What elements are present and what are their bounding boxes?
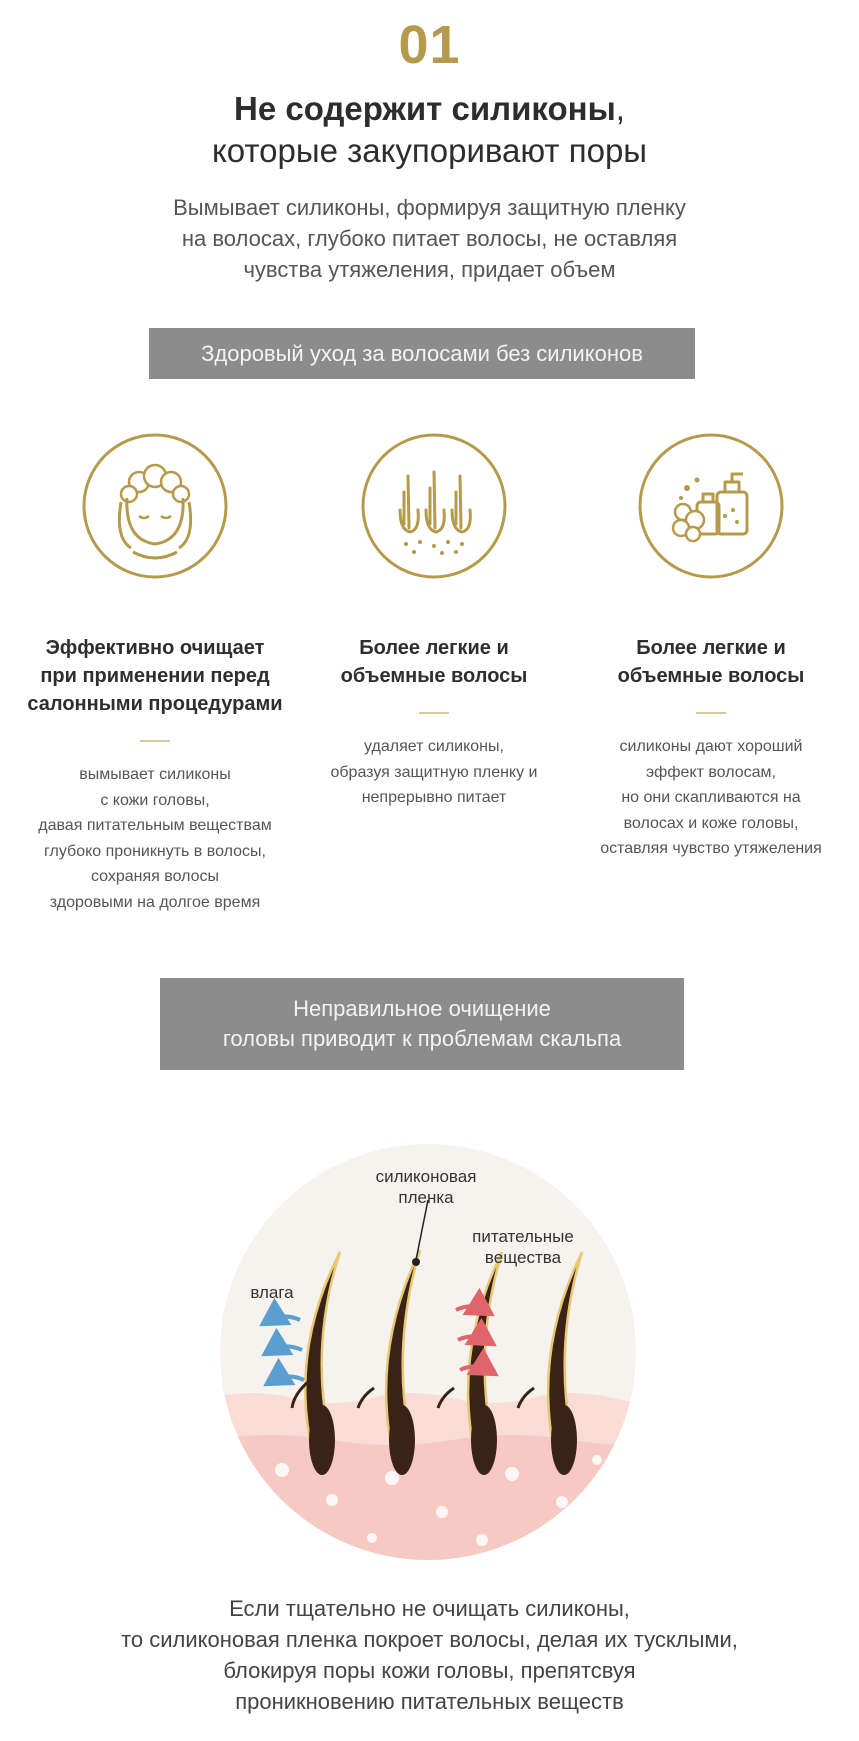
- intro-line: чувства утяжеления, придает объем: [243, 257, 616, 282]
- feature-title: [289, 634, 579, 690]
- feature-desc-line: но они скапливаются на: [621, 789, 801, 806]
- feature-desc-line: волосах и коже головы,: [623, 814, 799, 832]
- feature-divider: [696, 712, 726, 714]
- feature-title-line: Эффективно очищает: [45, 637, 265, 659]
- feature-desc: [10, 762, 300, 915]
- feature-desc-line: силиконы дают хороший: [619, 738, 803, 755]
- feature-desc-line: непрерывно питает: [361, 789, 507, 806]
- section-number: 01: [398, 15, 461, 75]
- label-line: пленка: [398, 1188, 454, 1207]
- headline: [0, 88, 859, 172]
- hair-scalp-diagram: [212, 1140, 644, 1565]
- feature-divider: [419, 712, 449, 714]
- feature-light-hair: [289, 432, 579, 811]
- intro-line: на волосах, глубоко питает волосы, не оставляя: [181, 226, 678, 251]
- face-foam-icon: [81, 432, 229, 580]
- feature-desc-line: сохраняя волосы: [90, 868, 220, 885]
- feature-title-line: салонными процедурами: [27, 693, 283, 715]
- feature-title-line: Более легкие и: [359, 637, 509, 659]
- headline-bold: Не содержит силиконы: [234, 90, 616, 127]
- label-line: силиконовая: [375, 1167, 477, 1186]
- bottles-foam-icon: [637, 432, 785, 580]
- outro-line: то силиконовая пленка покроет волосы, делая их тусклыми,: [121, 1627, 738, 1652]
- label-silicone-film: [356, 1166, 496, 1208]
- feature-desc-line: удаляет силиконы,: [364, 738, 504, 755]
- outro-line: проникновению питательных веществ: [235, 1689, 624, 1714]
- feature-desc-line: глубоко проникнуть в волосы,: [44, 842, 266, 860]
- label-line: питательные: [472, 1227, 574, 1246]
- headline-comma: ,: [615, 90, 625, 127]
- banner-line: головы приводит к проблемам скальпа: [222, 1026, 622, 1051]
- feature-desc-line: вымывает силиконы: [79, 766, 231, 783]
- feature-desc-line: с кожи головы,: [100, 791, 210, 809]
- feature-title: [566, 634, 856, 690]
- outro-line: Если тщательно не очищать силиконы,: [229, 1596, 630, 1621]
- banner-improper-cleansing: [160, 978, 684, 1070]
- feature-desc-line: оставляя чувство утяжеления: [600, 840, 822, 857]
- label-moisture: влага: [250, 1283, 294, 1302]
- outro-text: [0, 1593, 859, 1717]
- feature-cleanse: [10, 432, 300, 915]
- feature-desc: [566, 734, 856, 862]
- feature-desc-line: здоровыми на долгое время: [49, 893, 261, 911]
- outro-line: блокируя поры кожи головы, препятсвуя: [223, 1658, 636, 1683]
- label-line: вещества: [484, 1248, 562, 1267]
- feature-desc-line: эффект волосам,: [646, 763, 776, 781]
- feature-title: [10, 634, 300, 718]
- feature-silicone-effect: [566, 432, 856, 862]
- feature-title-line: объемные волосы: [617, 665, 805, 687]
- label-nutrients: [448, 1226, 598, 1268]
- feature-desc-line: давая питательным веществам: [38, 817, 272, 834]
- feature-desc-line: образуя защитную пленку и: [330, 763, 538, 781]
- feature-title-line: при применении перед: [40, 665, 270, 687]
- headline-line2: которые закупоривают поры: [211, 132, 648, 169]
- intro-text: [0, 192, 859, 285]
- hair-follicles-icon: [360, 432, 508, 580]
- feature-title-line: Более легкие и: [636, 637, 786, 659]
- feature-divider: [140, 740, 170, 742]
- banner-healthy-care: Здоровый уход за волосами без силиконов: [149, 328, 695, 379]
- intro-line: Вымывает силиконы, формируя защитную пленку: [173, 195, 686, 220]
- feature-desc: [289, 734, 579, 811]
- feature-title-line: объемные волосы: [340, 665, 528, 687]
- banner-line: Неправильное очищение: [293, 996, 551, 1021]
